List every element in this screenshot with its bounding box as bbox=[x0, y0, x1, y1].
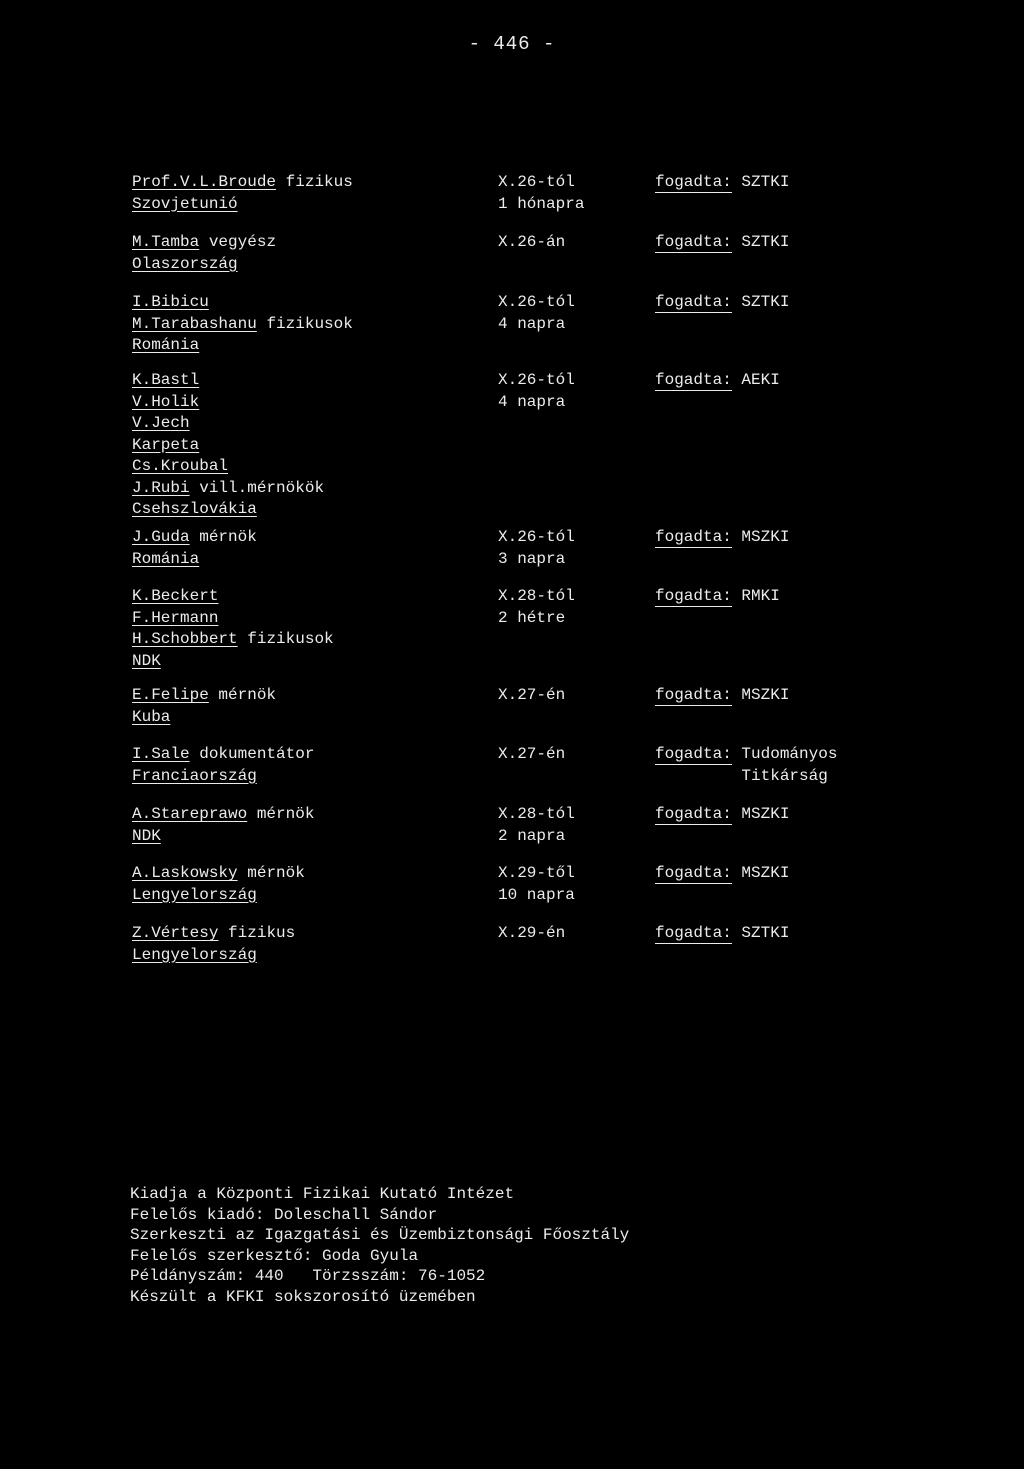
visitor-line bbox=[132, 435, 324, 457]
visit-date-line: 1 hónapra bbox=[498, 194, 585, 213]
visitor-names bbox=[132, 527, 257, 570]
host-institute bbox=[655, 923, 789, 945]
visitor-line bbox=[132, 335, 353, 357]
visitor-line bbox=[132, 478, 324, 500]
visitor-line bbox=[132, 885, 305, 907]
host-name: SZTKI bbox=[741, 293, 790, 311]
visitor-line bbox=[132, 608, 334, 630]
visitor-name: M.Tarabashanu bbox=[132, 314, 257, 333]
visitor-name: I.Sale bbox=[132, 745, 190, 763]
visitor-role: vill.mérnökök bbox=[199, 478, 325, 497]
visit-dates bbox=[498, 685, 565, 707]
visit-date-line: 2 hétre bbox=[498, 608, 566, 627]
visitor-role: mérnök bbox=[256, 805, 315, 823]
host-institute bbox=[655, 292, 789, 314]
visitor-line bbox=[132, 549, 257, 571]
visitor-name: F.Hermann bbox=[132, 608, 219, 627]
host-line bbox=[655, 370, 780, 392]
host-name: SZTKI bbox=[741, 233, 790, 251]
visitor-line bbox=[132, 744, 314, 766]
visitor-country: NDK bbox=[132, 651, 161, 670]
host-name: MSZKI bbox=[741, 864, 790, 882]
visitor-line bbox=[132, 413, 324, 435]
colophon bbox=[130, 1184, 629, 1307]
host-line bbox=[655, 744, 837, 766]
visitor-name: H.Schobbert bbox=[132, 630, 238, 648]
visit-date-line: X.29-én bbox=[498, 924, 566, 942]
colophon-line: Felelős szerkesztő: Goda Gyula bbox=[130, 1246, 419, 1265]
visitor-name: K.Beckert bbox=[132, 587, 219, 605]
visitor-name: V.Holik bbox=[132, 392, 200, 411]
visitor-role: fizikusok bbox=[247, 630, 334, 648]
visitor-country: Kuba bbox=[132, 707, 171, 726]
visit-date-line: X.26-tól bbox=[498, 528, 575, 546]
host-line bbox=[655, 292, 789, 314]
host-label: fogadta: bbox=[655, 371, 732, 389]
host-institute bbox=[655, 804, 789, 826]
visitor-names bbox=[132, 685, 276, 728]
visitor-line bbox=[132, 863, 305, 885]
visitor-country: Szovjetunió bbox=[132, 194, 238, 213]
visitor-role: fizikus bbox=[228, 924, 296, 942]
visit-dates bbox=[498, 863, 575, 906]
colophon-line: Kiadja a Központi Fizikai Kutató Intézet bbox=[130, 1185, 515, 1203]
visit-date-line: X.26-tól bbox=[498, 173, 575, 191]
visitor-role: fizikusok bbox=[266, 314, 353, 333]
visitor-name: J.Rubi bbox=[132, 478, 190, 497]
visitor-names bbox=[132, 292, 353, 357]
host-line bbox=[655, 804, 789, 826]
visitor-line bbox=[132, 292, 353, 314]
visitor-name: E.Felipe bbox=[132, 686, 209, 704]
host-label: fogadta: bbox=[655, 233, 732, 251]
visitor-line bbox=[132, 194, 353, 216]
host-name: SZTKI bbox=[741, 173, 790, 191]
host-label: fogadta: bbox=[655, 587, 732, 605]
visitor-role: dokumentátor bbox=[199, 745, 315, 763]
visitor-role: mérnök bbox=[247, 864, 305, 882]
visitor-country: Franciaország bbox=[132, 766, 257, 785]
visitor-role: mérnök bbox=[218, 686, 277, 704]
visit-date-line: X.29-től bbox=[498, 864, 575, 882]
host-name: SZTKI bbox=[741, 924, 790, 942]
visit-dates bbox=[498, 804, 575, 847]
visit-date-line: 2 napra bbox=[498, 826, 566, 845]
visitor-names bbox=[132, 370, 324, 521]
visit-date-line: X.28-tól bbox=[498, 805, 575, 823]
host-label: fogadta: bbox=[655, 805, 732, 823]
colophon-line: Példányszám: 440 Törzsszám: 76-1052 bbox=[130, 1267, 486, 1285]
visitor-line bbox=[132, 923, 295, 945]
visitor-line bbox=[132, 629, 334, 651]
host-institute bbox=[655, 863, 789, 885]
host-line bbox=[655, 923, 789, 945]
visitor-line bbox=[132, 456, 324, 478]
host-line bbox=[655, 863, 789, 885]
visit-dates bbox=[498, 232, 565, 254]
visit-dates bbox=[498, 370, 575, 413]
visit-date-line: X.28-tól bbox=[498, 587, 575, 605]
visitor-line bbox=[132, 314, 353, 336]
visitor-country: Csehszlovákia bbox=[132, 500, 257, 518]
visitor-line bbox=[132, 232, 276, 254]
visit-dates bbox=[498, 527, 575, 570]
visit-date-line: X.27-én bbox=[498, 745, 566, 763]
host-label: fogadta: bbox=[655, 924, 732, 942]
host-institute bbox=[655, 527, 789, 549]
visitor-names bbox=[132, 744, 314, 787]
visitor-name: Prof.V.L.Broude bbox=[132, 173, 277, 191]
visitor-names bbox=[132, 232, 276, 275]
host-institute bbox=[655, 586, 780, 608]
host-name: MSZKI bbox=[741, 805, 790, 823]
visitor-name: Karpeta bbox=[132, 435, 200, 454]
host-label: fogadta: bbox=[655, 528, 732, 546]
host-label: fogadta: bbox=[655, 686, 732, 704]
visit-date-line: X.26-tól bbox=[498, 293, 575, 311]
visitor-line bbox=[132, 586, 334, 608]
host-name: Titkárság bbox=[741, 766, 828, 785]
visitor-country: Lengyelország bbox=[132, 885, 257, 904]
visitor-line bbox=[132, 945, 295, 967]
visitor-names bbox=[132, 863, 305, 906]
visit-dates bbox=[498, 292, 575, 335]
host-label: fogadta: bbox=[655, 293, 732, 311]
visit-dates bbox=[498, 923, 565, 945]
host-name: RMKI bbox=[741, 587, 780, 605]
visitor-line bbox=[132, 685, 276, 707]
host-name: AEKI bbox=[741, 371, 780, 389]
visitor-line bbox=[132, 254, 276, 276]
host-line bbox=[655, 527, 789, 549]
visitor-line bbox=[132, 370, 324, 392]
visitor-names bbox=[132, 804, 314, 847]
visitor-name: J.Guda bbox=[132, 528, 190, 546]
host-name: MSZKI bbox=[741, 528, 790, 546]
colophon-line: Szerkeszti az Igazgatási és Üzembiztonsági Főosztály bbox=[130, 1226, 630, 1244]
visitor-line bbox=[132, 651, 334, 673]
visitor-names bbox=[132, 172, 353, 215]
host-label: fogadta: bbox=[655, 173, 732, 191]
visitor-line bbox=[132, 766, 314, 788]
host-line bbox=[655, 586, 780, 608]
visitor-role: vegyész bbox=[208, 233, 277, 251]
visitor-country: NDK bbox=[132, 826, 161, 845]
host-line bbox=[655, 172, 789, 194]
visitor-name: V.Jech bbox=[132, 414, 190, 432]
host-name: MSZKI bbox=[741, 686, 790, 704]
visitor-role: mérnök bbox=[199, 528, 257, 546]
visit-dates bbox=[498, 172, 584, 215]
host-line bbox=[655, 685, 789, 707]
host-institute bbox=[655, 232, 789, 254]
visitor-name: I.Bibicu bbox=[132, 293, 209, 311]
host-label: fogadta: bbox=[655, 864, 732, 882]
visitor-name: M.Tamba bbox=[132, 233, 200, 251]
host-line bbox=[655, 766, 837, 788]
visit-dates bbox=[498, 586, 575, 629]
visitor-name: Z.Vértesy bbox=[132, 924, 219, 942]
host-label: fogadta: bbox=[655, 745, 732, 763]
host-institute bbox=[655, 685, 789, 707]
visitor-name: K.Bastl bbox=[132, 371, 200, 389]
visit-date-line: 4 napra bbox=[498, 314, 566, 333]
visitor-name: Cs.Kroubal bbox=[132, 457, 229, 475]
host-institute bbox=[655, 370, 780, 392]
visit-date-line: X.27-én bbox=[498, 686, 566, 704]
visitor-line bbox=[132, 826, 314, 848]
colophon-line: Készült a KFKI sokszorosító üzemében bbox=[130, 1287, 476, 1306]
host-institute bbox=[655, 172, 789, 194]
visitor-names bbox=[132, 586, 334, 672]
colophon-line: Felelős kiadó: Doleschall Sándor bbox=[130, 1205, 438, 1224]
visit-date-line: 4 napra bbox=[498, 392, 566, 411]
visit-dates bbox=[498, 744, 565, 766]
visitor-country: Olaszország bbox=[132, 254, 238, 273]
visit-date-line: 10 napra bbox=[498, 885, 575, 904]
host-institute bbox=[655, 744, 837, 787]
visitor-line bbox=[132, 527, 257, 549]
host-line bbox=[655, 232, 789, 254]
visitor-line bbox=[132, 499, 324, 521]
visitor-country: Románia bbox=[132, 336, 200, 354]
page-number: - 446 - bbox=[468, 33, 556, 55]
visitor-name: A.Stareprawo bbox=[132, 805, 248, 823]
host-name: Tudományos bbox=[741, 745, 838, 763]
visitor-line bbox=[132, 172, 353, 194]
visit-date-line: X.26-tól bbox=[498, 371, 575, 389]
visitor-country: Lengyelország bbox=[132, 945, 257, 964]
visitor-names bbox=[132, 923, 295, 966]
visit-date-line: 3 napra bbox=[498, 549, 566, 568]
visitor-line bbox=[132, 804, 314, 826]
visit-date-line: X.26-án bbox=[498, 233, 566, 251]
visitor-name: A.Laskowsky bbox=[132, 864, 238, 882]
visitor-role: fizikus bbox=[285, 173, 353, 191]
visitor-line bbox=[132, 392, 324, 414]
visitor-country: Románia bbox=[132, 549, 200, 568]
visitor-line bbox=[132, 707, 276, 729]
